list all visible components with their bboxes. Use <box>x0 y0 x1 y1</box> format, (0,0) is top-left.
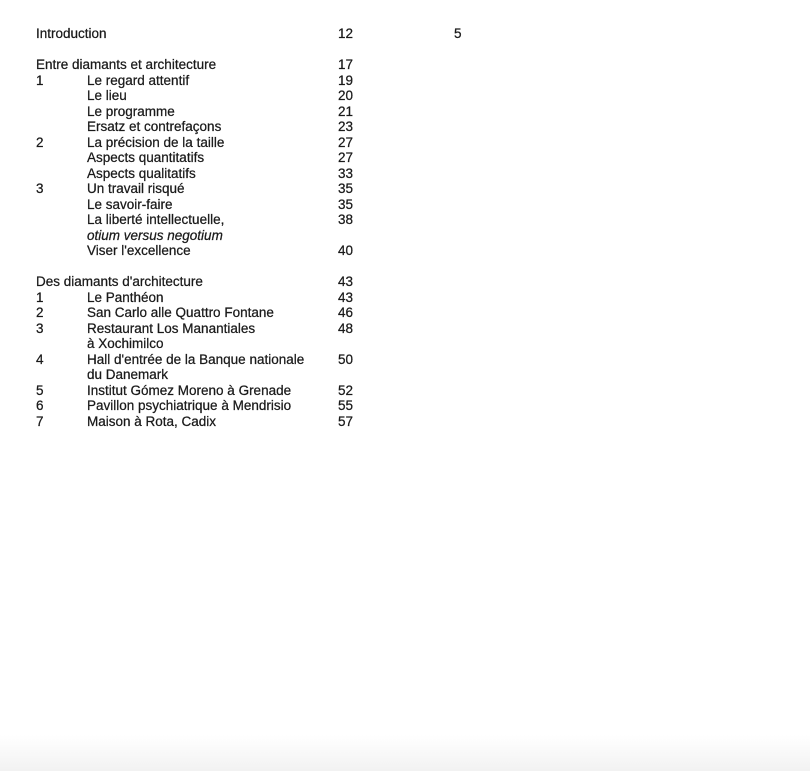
chapter-number: 3 <box>36 320 44 336</box>
entry-title: Aspects quantitatifs <box>87 150 205 165</box>
toc-entry <box>36 383 376 399</box>
toc-entry <box>36 197 376 213</box>
entry-title: à Xochimilco <box>87 336 164 351</box>
toc-entry <box>36 305 376 321</box>
chapter-number: 1 <box>36 289 44 305</box>
toc-entry <box>36 166 376 182</box>
table-of-contents <box>36 26 376 429</box>
toc-entry <box>36 135 376 151</box>
toc-intro-row <box>36 26 376 42</box>
entry-title: Viser l'excellence <box>87 243 191 258</box>
entry-page: 33 <box>338 165 354 181</box>
toc-entry <box>36 290 376 306</box>
entry-page: 46 <box>338 305 354 320</box>
entry-title: otium versus negotium <box>87 227 223 243</box>
entry-page: 50 <box>338 351 354 367</box>
spacer <box>36 42 376 58</box>
toc-entry <box>36 243 376 259</box>
part-title: Entre diamants et architecture <box>36 57 217 72</box>
toc-intro-title: Introduction <box>36 26 107 41</box>
entry-page: 40 <box>338 243 354 258</box>
chapter-number: 2 <box>36 134 44 150</box>
toc-entry <box>36 352 376 368</box>
toc-entry <box>36 212 376 228</box>
entry-page: 43 <box>338 289 354 305</box>
entry-title: San Carlo alle Quattro Fontane <box>87 305 274 320</box>
entry-title: Le regard attentif <box>87 72 190 88</box>
toc-entry <box>36 104 376 120</box>
part-page: 43 <box>338 274 354 289</box>
chapter-number: 3 <box>36 181 44 196</box>
entry-page: 55 <box>338 398 354 413</box>
entry-title: du Danemark <box>87 367 169 382</box>
toc-entry <box>36 414 376 430</box>
entry-title: Le programme <box>87 103 175 119</box>
entry-title: Maison à Rota, Cadix <box>87 413 217 429</box>
toc-entry <box>36 367 376 383</box>
entry-page: 20 <box>338 88 354 103</box>
entry-page: 27 <box>338 150 354 165</box>
toc-entry <box>36 321 376 337</box>
entry-page: 27 <box>338 134 354 150</box>
entry-title: Pavillon psychiatrique à Mendrisio <box>87 398 292 413</box>
entry-title: Le savoir-faire <box>87 196 173 212</box>
entry-title: Un travail risqué <box>87 181 185 196</box>
toc-entry <box>36 150 376 166</box>
chapter-number: 6 <box>36 398 44 413</box>
page-number: 5 <box>454 26 462 41</box>
toc-entry <box>36 181 376 197</box>
toc-part-heading <box>36 274 376 290</box>
entry-page: 19 <box>338 72 354 88</box>
chapter-number: 7 <box>36 413 44 429</box>
chapter-number: 1 <box>36 72 44 88</box>
entry-page: 21 <box>338 103 354 119</box>
chapter-number: 4 <box>36 351 44 367</box>
toc-entry <box>36 73 376 89</box>
chapter-number: 5 <box>36 382 44 398</box>
toc-entry <box>36 228 376 244</box>
entry-page: 35 <box>338 196 354 212</box>
toc-intro-page: 12 <box>338 26 354 41</box>
entry-page: 35 <box>338 181 354 196</box>
spacer <box>36 259 376 275</box>
entry-page: 23 <box>338 119 354 134</box>
toc-entry <box>36 119 376 135</box>
entry-page: 38 <box>338 212 354 227</box>
chapter-number: 2 <box>36 305 44 320</box>
toc-entry <box>36 398 376 414</box>
entry-title: La précision de la taille <box>87 134 225 150</box>
entry-title: Ersatz et contrefaçons <box>87 119 222 134</box>
toc-part-heading <box>36 57 376 73</box>
entry-title: La liberté intellectuelle, <box>87 212 225 227</box>
entry-title: Institut Gómez Moreno à Grenade <box>87 382 292 398</box>
part-title: Des diamants d'architecture <box>36 274 203 289</box>
entry-title: Hall d'entrée de la Banque nationale <box>87 351 305 367</box>
entry-title: Aspects qualitatifs <box>87 165 196 181</box>
entry-title: Restaurant Los Manantiales <box>87 320 256 336</box>
entry-page: 57 <box>338 413 354 429</box>
entry-page: 52 <box>338 382 354 398</box>
entry-page: 48 <box>338 320 354 336</box>
toc-entry <box>36 88 376 104</box>
entry-title: Le Panthéon <box>87 289 164 305</box>
toc-entry <box>36 336 376 352</box>
part-page: 17 <box>338 57 354 72</box>
entry-title: Le lieu <box>87 88 127 103</box>
